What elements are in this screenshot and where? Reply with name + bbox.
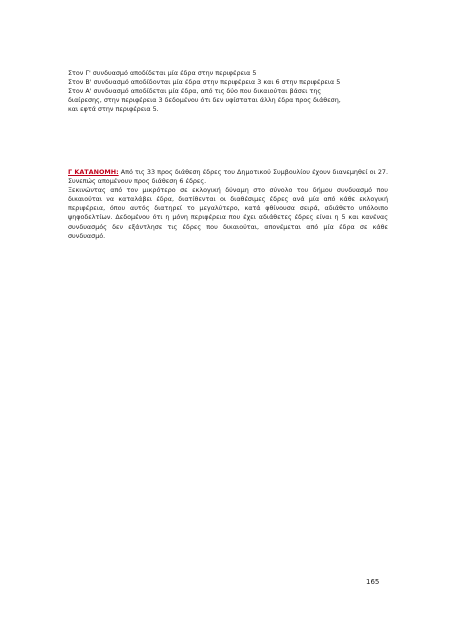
- page-number: 165: [366, 578, 380, 586]
- allocation-line-b: Στον Β' συνδυασμό αποδίδονται μία έδρα στην περιφέρεια 3 και 6 στην περιφέρεια 5: [68, 78, 341, 87]
- allocation-line-a: Στον Α' συνδυασμό αποδίδεται μία έδρα, από τις δύο που δικαιούται βάσει της: [68, 87, 322, 96]
- intro-text: Από τις 33 προς διάθεση έδρες του Δημοτικού Συμβουλίου έχουν διανεμηθεί οι 27. Συνεπώς απομένουν προς διάθεση 6 έδρες.: [68, 168, 388, 186]
- third-distribution-section: [68, 168, 388, 241]
- allocation-line-c: Στον Γ' συνδυασμό αποδίδεται μία έδρα στην περιφέρεια 5: [68, 69, 257, 77]
- allocation-line-a-end: και εφτά στην περιφέρεια 5.: [68, 105, 159, 114]
- third-distribution-intro: [68, 168, 388, 186]
- allocation-line-a-cont: διαίρεσης, στην περιφέρεια 3 δεδομένου ότι δεν υφίσταται άλλη έδρα προς διάθεση,: [68, 96, 341, 105]
- section-heading: Γ ΚΑΤΑΝΟΜΗ:: [68, 168, 119, 176]
- allocation-summary: [68, 69, 388, 114]
- distribution-paragraph: Ξεκινώντας από τον μικρότερο σε εκλογική δύναμη στο σύνολο του δήμου συνδυασμό που δικαιούται να καταλάβει έδρα, διατίθενται οι διαθέσιμες έδρες ανά μία από κάθε εκλογική περιφέρεια, όπου αυτός διατηρεί το μεγαλύτερο, κατά φθίνουσα σειρά, αδιάθετο υπόλοιπο ψηφοδελτίων. Δεδομένου ότι η μόνη περιφέρεια που έχει αδιάθετες έδρες είναι η 5 και κανένας συνδυασμός δεν εξάντλησε τις έδρες που δικαιούται, απονέμεται από μία έδρα σε κάθε συνδυασμό.: [68, 186, 388, 240]
